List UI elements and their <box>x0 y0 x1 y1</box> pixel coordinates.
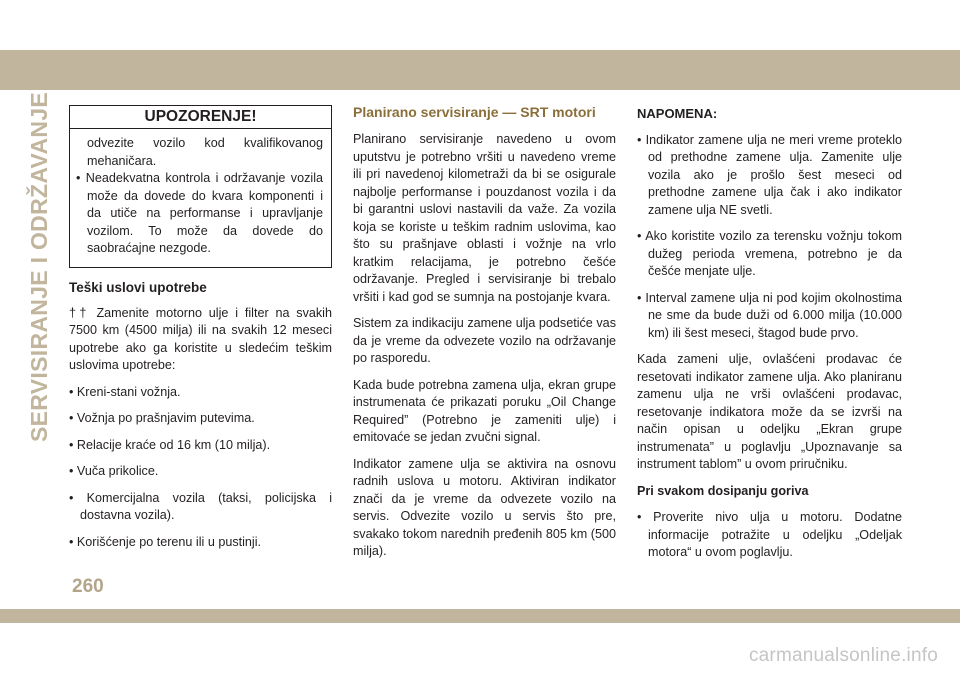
list-item: • Proverite nivo ulja u motoru. Dodatne informacije potražite u odeljku „Odeljak motora“ u ovom poglavlju. <box>637 510 902 559</box>
paragraph: Kada bude potrebna zamena ulja, ekran grupe instrumenata će prikazati poruku „Oil Change Required” (Potrebno je zameniti ulje) i emitovaće se jedan zvučni signal. <box>353 377 616 444</box>
footer-band <box>0 609 960 623</box>
list-item: • Vožnja po prašnjavim putevima. <box>69 411 255 425</box>
note-bullet: • Ako koristite vozilo za terensku vožnju tokom dužeg perioda vremena, potrebno je da češće menjate ulje. <box>637 229 902 278</box>
warning-title: UPOZORENJE! <box>70 106 331 129</box>
note-bullet: • Interval zamene ulja ni pod kojim okolnostima ne sme da bude duži od 6.000 milja (10.000 km) ili šest meseci, štagod bude prvo. <box>637 290 902 340</box>
severe-conditions-intro: †† Zamenite motorno ulje i filter na svakih 7500 km (4500 milja) ili na svakih 12 meseci upotrebe ako ga koristite u sledećim teškim uslovima upotrebe: <box>69 305 332 372</box>
warning-continued-text: odvezite vozilo kod kvalifikovanog mehaničara. <box>87 136 323 168</box>
list-item: • Vuča prikolice. <box>69 464 159 478</box>
page-number: 260 <box>72 576 104 597</box>
warning-box <box>69 105 332 268</box>
paragraph: Planirano servisiranje navedeno u ovom uputstvu je potrebno vršiti u navedeno vreme ili pri navedenoj kilometraži da bi se osigurale najbolje performanse i pouzdanost vozila i da bi garantni uslovi nastavili da važe. Za vozila koja se koriste u teškim radnim uslovima, kao što su prašnjave oblasti i vožnje na vrlo kratkim relacijama, je potrebno češće održavanje. Pregled i servisiranje bi trebalo vršiti i kad god se sumnja na postojanje kvara. <box>353 132 616 304</box>
list-item: • Komercijalna vozila (taksi, policijska i dostavna vozila). <box>69 490 332 522</box>
section-side-title: SERVISIRANJE I ODRŽAVANJE <box>26 91 52 442</box>
refuel-subheading: Pri svakom dosipanju goriva <box>637 483 809 498</box>
warning-bullet: • Neadekvatna kontrola i održavanje vozila može da dovede do kvara komponenti i da utiče na performanse i upravljanje vozilom. To može da dovede do saobraćajne nezgode. <box>76 171 323 255</box>
column-right <box>637 105 902 571</box>
warning-body <box>70 129 331 267</box>
column-middle <box>353 105 616 570</box>
list-item: • Relacije kraće od 16 km (10 milja). <box>69 437 271 452</box>
srt-maintenance-heading: Planirano servisiranje — SRT motori <box>353 104 596 120</box>
note-title: NAPOMENA: <box>637 106 718 121</box>
paragraph: Indikator zamene ulja se aktivira na osnovu radnih uslova u motoru. Aktiviran indikator znači da je vreme da odvezete vozilo na servis. Odvezite vozilo u servis što pre, svakako tokom narednih pređenih 805 km (500 milja). <box>353 456 616 558</box>
header-band <box>0 50 960 90</box>
severe-conditions-heading: Teški uslovi upotrebe <box>69 279 207 295</box>
note-bullet: • Indikator zamene ulja ne meri vreme proteklo od prethodne zamene ulja. Zamenite ulje vozila ako je prošlo šest meseci od prethodne zamene ulja čak i ako indikator zamene ulja NE svetli. <box>637 132 902 217</box>
paragraph: Kada zameni ulje, ovlašćeni prodavac će resetovati indikator zamene ulja. Ako planiranu zamenu ulja ne vrši ovlašćeni prodavac, resetovanje indikatora može da se izvrši na način opisan u odeljku „Ekran grupe instrumenata” u poglavlju „Upoznavanje sa instrument tablom” u ovom priručniku. <box>637 352 902 471</box>
list-item: • Kreni-stani vožnja. <box>69 384 181 399</box>
column-left <box>69 105 332 560</box>
watermark-text: carmanualsonline.info <box>748 645 938 666</box>
list-item: • Korišćenje po terenu ili u pustinji. <box>69 534 262 549</box>
paragraph: Sistem za indikaciju zamene ulja podsetiće vas da je vreme da odvezete vozilo na održavanje po rasporedu. <box>353 316 616 365</box>
